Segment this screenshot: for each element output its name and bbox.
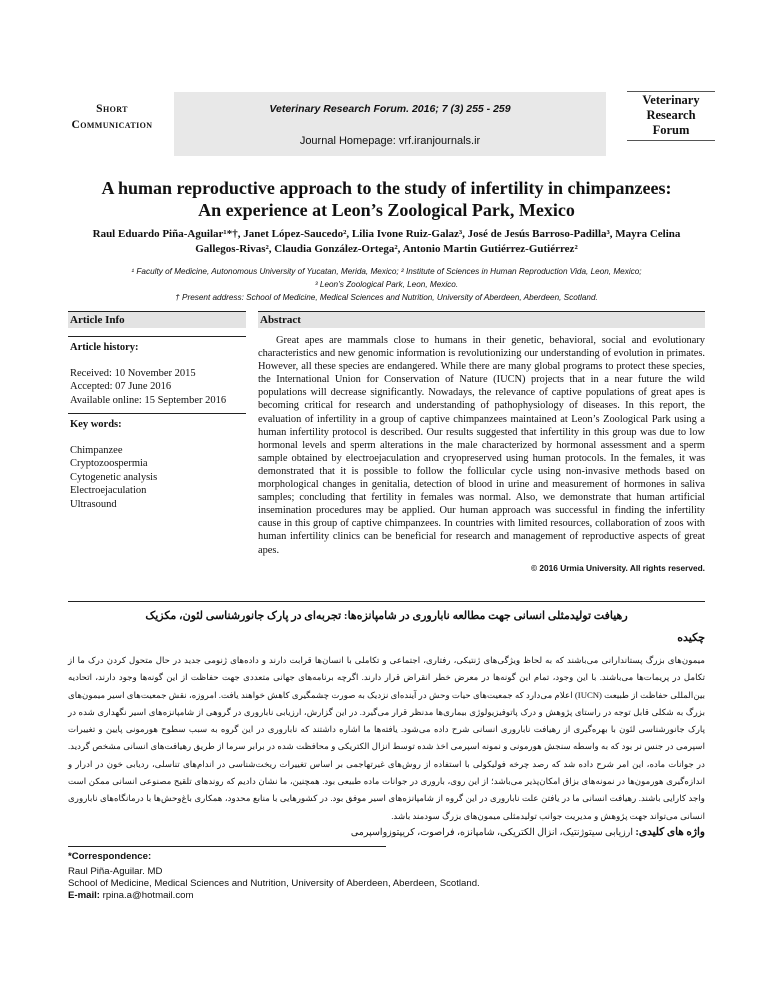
article-info-column <box>68 311 246 511</box>
correspondence-address: School of Medicine, Medical Sciences and Nutrition, University of Aberdeen, Aberdeen, Scotland. <box>68 878 480 889</box>
keyword-item: Ultrasound <box>70 498 117 510</box>
short-comm-line2: Communication <box>71 119 153 131</box>
accepted-date: Accepted: 07 June 2016 <box>70 381 172 392</box>
authors-line2: Gallegos-Rivas², Claudia González-Ortega², Antonio Martin Gutiérrez-Gutiérrez² <box>195 243 578 255</box>
persian-keywords-list: ارزیابی سیتوژنتیک، انزال الکتریکی، شامپانزه، فراصوت، کریپتوزواسپرمی <box>350 828 633 838</box>
email-label: E-mail: <box>68 890 100 901</box>
article-history <box>68 341 246 407</box>
persian-keywords-label: واژه های کلیدی: <box>635 827 705 838</box>
keyword-item: Cryptozoospermia <box>70 458 148 469</box>
short-comm-line1: Short <box>96 103 128 115</box>
abstract-text: Great apes are mammals close to humans in their genetic, behavioral, social and evolutionary characteristics and new genomic information is revolutionizing our understanding of evolution in primates. However, all these species are endangered. While there are many global programs to protect these species, the International Union for Conservation of Nature (IUCN) projects that in a near future the wild populations will decrease significantly. Nowadays, the relevance of captive populations of great apes is becoming critical for research and understanding of pathophysiology of diseases. In this report, the evaluation of infertility in a group of captive chimpanzees maintained at Leon’s Zoological Park using a human infertility protocol is described. Our results suggested that infertility in this group was due to low hormonal levels and sperm alterations in the male characterized by hormonal assessment and a sperm sample obtained by electroejaculation and cryopreserved using human protocols. In the females, it was demonstrated that it is possible to follow the follicular cycle using non-invasive methods based on morphological changes in genitalia, detection of blood in urine and measurement of hormones in saliva samples; concluding that fertility in females was normal. Also, we demonstrate that human artificial insemination procedures may be applied. Our human approach was successful in finding the infertility cause in this group of captive chimpanzees. In countries with limited resources, collaboration of zoos with human infertility clinics can be beneficial for research and management of reproductive aspects of great apes. <box>258 335 705 556</box>
correspondence-name: Raul Piña-Aguilar. MD <box>68 866 163 877</box>
journal-logo-bottom-rule <box>627 140 715 141</box>
title-line1: A human reproductive approach to the study of infertility in chimpanzees: <box>101 178 672 198</box>
online-date: Available online: 15 September 2016 <box>70 394 227 406</box>
abstract-bottom-rule <box>68 601 705 602</box>
persian-keywords <box>351 826 705 838</box>
correspondence-rule <box>68 846 386 847</box>
info-divider-1 <box>68 336 246 337</box>
affil-line1: ¹ Faculty of Medicine, Autonomous University of Yucatan, Merida, Mexico; ² Institute of Sciences in Human Reproduction Vida, Leon, Mexico; <box>131 267 642 276</box>
persian-title: رهیافت تولیدمثلی انسانی جهت مطالعه ناباروری در شامپانزه‌ها: تجربه‌ای در پارک جانورشناسی لئون، مکزیک <box>145 610 628 622</box>
correspondence-block <box>68 851 480 902</box>
affiliations <box>40 265 733 304</box>
journal-name-line1: Veterinary <box>642 93 700 107</box>
journal-name-line2: Research <box>646 108 696 122</box>
abstract-heading: Abstract <box>258 311 705 328</box>
article-title <box>40 177 733 221</box>
affil-line2: ³ Leon’s Zoological Park, Leon, Mexico. <box>314 280 459 289</box>
affil-line3: † Present address: School of Medicine, Medical Sciences and Nutrition, University of Aberdeen, Aberdeen, Scotland. <box>175 293 598 302</box>
persian-abstract-heading: چکیده <box>677 632 705 644</box>
journal-logo-text <box>625 93 717 138</box>
keywords-spacer <box>70 432 246 444</box>
article-info-heading: Article Info <box>68 311 246 328</box>
info-divider-2 <box>68 413 246 414</box>
abstract-column <box>258 311 705 573</box>
correspondence-heading: *Correspondence: <box>68 851 152 862</box>
copyright-notice: © 2016 Urmia University. All rights reserved. <box>531 562 705 573</box>
journal-homepage: Journal Homepage: vrf.iranjournals.ir <box>299 135 481 147</box>
short-communication-label <box>62 101 162 133</box>
title-line2: An experience at Leon’s Zoological Park, Mexico <box>198 200 575 220</box>
journal-logo-top-rule <box>627 91 715 92</box>
keyword-item: Electroejaculation <box>70 485 147 496</box>
persian-abstract-text: میمون‌های بزرگ پستاندارانی می‌باشند که به لحاظ ویژگی‌های ژنتیکی، رفتاری، اجتماعی و تکاملی با انسان‌ها قرابت دارند و داده‌های ژنومی جدید در حال متحول کردن درک ما از تکامل در پریمات‌ها می‌باشند. با این وجود، تمام این گونه‌ها در معرض خطر انقراض قرار دارند. اگرچه برنامه‌های جهانی متعددی جهت حفاظت از این گونه‌ها وجود دارند، اتحادیه بین‌المللی حفاظت از طبیعت (IUCN) اعلام می‌دارد که جمعیت‌های حیات وحش در آینده‌ای نزدیک به صورت چشمگیری کاهش خواهند یافت. امروزه، نقش جمعیت‌های اسیر میمون‌های بزرگ به شکلی قابل توجه در راستای پژوهش و درک پاتوفیزیولوژی بیماری‌ها مدنظر قرار می‌گیرد. در این گزارش، ارزیابی ناباروری در گروهی از شامپانزه‌های اسیر نگهداری شده در پارک جانورشناسی لئون با بهره‌گیری از رهیافت ناباروری انسانی شرح داده می‌شود. یافته‌ها ما اشاره داشتند که ناباروری در این گروه به سبب سطوح هورمونی پایین و تغییرات اسپرمی در جنس نر بود که به واسطه سنجش هورمونی و نمونه اسپرمی اخذ شده توسط انزال الکتریکی و محافظت شده در برابر سرما از طریق رهیافت‌های انسانی مشخص گردید. در جوانات ماده، این امر شرح داده شد که رصد چرخه فولیکولی با استفاده از روش‌های غیرتهاجمی بر اساس تغییرات ریخت‌شناسی در اندام‌های تناسلی، ردیابی خون در ادرار و اندازه‌گیری هورمون‌ها در نمونه‌های بزاق امکان‌پذیر می‌باشد؛ از این روی، باروری در جوانات ماده طبیعی بود. همچنین، ما نشان دادیم که روندهای تلقیح مصنوعی انسانی ممکن است واجد کارایی باشند. رهیافت انسانی ما در یافتن علت ناباروری در این گروه از شامپانزه‌های اسیر موفق بود. در کشورهایی با منابع محدود، همکاری باغ‌وحش‌ها با درمانگاه‌های ناباروری انسانی می‌تواند جهت پژوهش و مدیریت جوانب تولیدمثلی میمون‌های بزرگ سودمند باشد. <box>68 655 706 821</box>
keyword-item: Cytogenetic analysis <box>70 471 158 483</box>
author-list <box>40 227 733 257</box>
keywords-label: Key words: <box>70 419 122 430</box>
history-spacer <box>70 355 246 367</box>
received-date: Received: 10 November 2015 <box>70 367 196 379</box>
journal-name-line3: Forum <box>652 123 690 137</box>
email-address[interactable]: rpina.a@hotmail.com <box>102 890 194 901</box>
authors-line1: Raul Eduardo Piña-Aguilar¹*†, Janet López-Saucedo², Lilia Ivone Ruiz-Galaz³, José de Jesús Barroso-Padilla³, Mayra Celina <box>92 228 681 240</box>
correspondence-email-line <box>68 890 480 902</box>
keywords-block <box>68 418 246 511</box>
journal-citation: Veterinary Research Forum. 2016; 7 (3) 255 - 259 <box>269 103 511 115</box>
keyword-item: Chimpanzee <box>70 444 123 456</box>
history-label: Article history: <box>70 342 139 353</box>
